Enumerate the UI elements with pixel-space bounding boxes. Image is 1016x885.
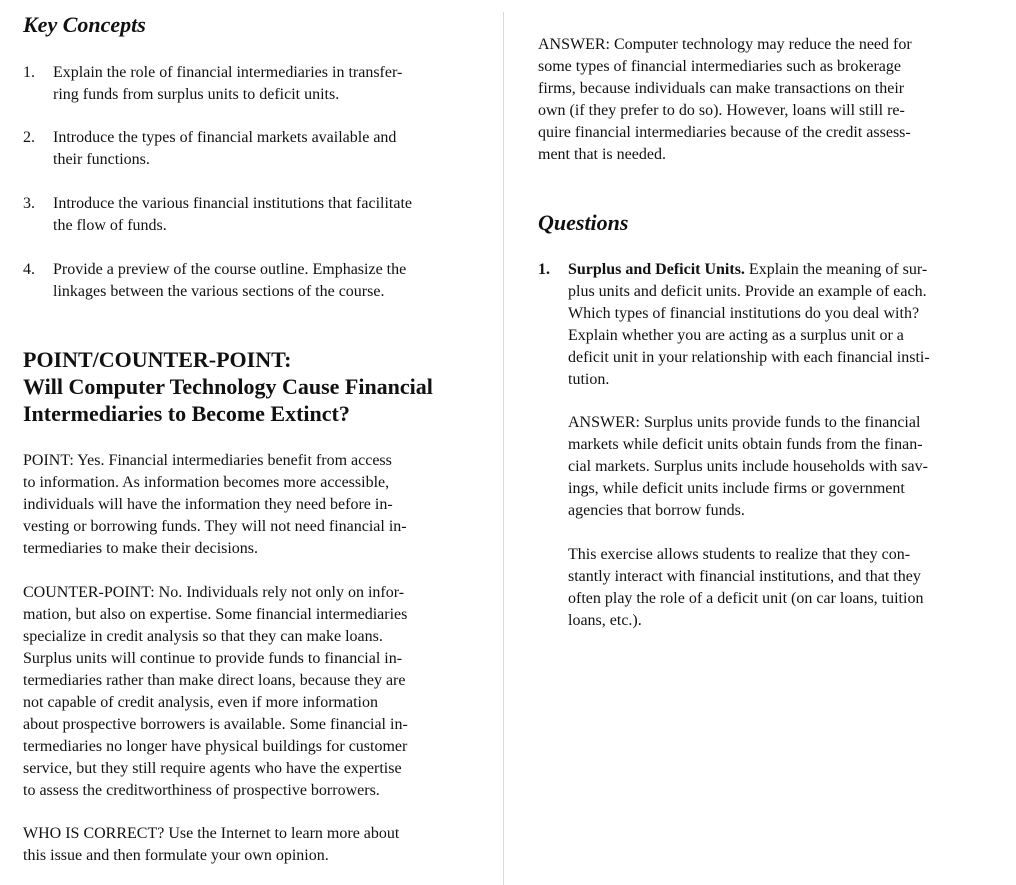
text-line: Introduce the various financial institutions that facilitate <box>53 195 412 212</box>
who-is-correct-paragraph <box>23 823 399 867</box>
text-line: loans, etc.). <box>568 612 642 629</box>
concept-number: 4. <box>23 261 35 278</box>
text-line: their functions. <box>53 151 150 168</box>
text-line: about prospective borrowers is available. Some financial in- <box>23 716 408 733</box>
text-line: This exercise allows students to realize that they con- <box>568 546 911 563</box>
text-line: WHO IS CORRECT? Use the Internet to learn more about <box>23 825 400 842</box>
text-line <box>568 259 993 281</box>
text-line: stantly interact with financial institutions, and that they <box>568 568 921 585</box>
concept-number: 3. <box>23 195 35 212</box>
text-line: Provide a preview of the course outline. Emphasize the <box>53 261 407 278</box>
text-line: ANSWER: Computer technology may reduce the need for <box>538 36 912 53</box>
text-line: Surplus units will continue to provide funds to financial in- <box>23 650 403 667</box>
text-line: markets while deficit units obtain funds from the finan- <box>568 436 923 453</box>
text-line: cial markets. Surplus units include households with sav- <box>568 458 928 475</box>
column-divider <box>503 12 504 885</box>
text-line: ANSWER: Surplus units provide funds to the financial <box>568 414 921 431</box>
text-line: COUNTER-POINT: No. Individuals rely not only on infor- <box>23 584 405 601</box>
question-text-start: Explain the meaning of sur- <box>744 261 928 278</box>
text-line: Which types of financial institutions do you deal with? <box>568 305 920 322</box>
text-line: the flow of funds. <box>53 217 167 234</box>
text-line: often play the role of a deficit unit (on car loans, tuition <box>568 590 924 607</box>
text-line: POINT: Yes. Financial intermediaries benefit from access <box>23 452 392 469</box>
title-line: POINT/COUNTER-POINT: <box>23 347 292 372</box>
text-line: quire financial intermediaries because of the credit assess- <box>538 124 911 141</box>
text-line: termediaries to make their decisions. <box>23 540 259 557</box>
text-line: mation, but also on expertise. Some financial intermediaries <box>23 606 408 623</box>
point-counterpoint-title <box>23 346 433 427</box>
text-line: plus units and deficit units. Provide an example of each. <box>568 283 927 300</box>
concept-number: 2. <box>23 129 35 146</box>
question-1-exercise-note <box>568 544 923 632</box>
concept-item <box>53 193 412 237</box>
text-line: not capable of credit analysis, even if more information <box>23 694 378 711</box>
title-line: Intermediaries to Become Extinct? <box>23 401 350 426</box>
text-line: specialize in credit analysis so that they can make loans. <box>23 628 383 645</box>
text-line: individuals will have the information they need before in- <box>23 496 393 513</box>
text-line: linkages between the various sections of the course. <box>53 283 385 300</box>
pcp-answer-paragraph <box>538 34 912 166</box>
text-line: to information. As information becomes more accessible, <box>23 474 390 491</box>
question-1-answer <box>568 412 928 522</box>
text-line: Explain the role of financial intermediaries in transfer- <box>53 64 403 81</box>
point-paragraph <box>23 450 407 560</box>
title-line: Will Computer Technology Cause Financial <box>23 374 433 399</box>
text-line: agencies that borrow funds. <box>568 502 745 519</box>
text-line: own (if they prefer to do so). However, loans will still re- <box>538 102 905 119</box>
text-line: tution. <box>568 371 610 388</box>
concept-item <box>53 62 402 106</box>
text-line: ings, while deficit units include firms or government <box>568 480 905 497</box>
text-line: ring funds from surplus units to deficit units. <box>53 86 340 103</box>
question-number: 1. <box>538 261 550 278</box>
question-title: Surplus and Deficit Units. <box>568 261 745 278</box>
concept-item <box>53 259 406 303</box>
key-concepts-heading: Key Concepts <box>23 12 146 37</box>
text-line: Explain whether you are acting as a surplus unit or a <box>568 327 904 344</box>
text-line: to assess the creditworthiness of prospective borrowers. <box>23 782 380 799</box>
text-line: service, but they still require agents who have the expertise <box>23 760 402 777</box>
text-line: firms, because individuals can make transactions on their <box>538 80 905 97</box>
concept-item <box>53 127 396 171</box>
question-1 <box>568 259 993 391</box>
questions-heading: Questions <box>538 210 629 235</box>
text-line: deficit unit in your relationship with each financial insti- <box>568 349 930 366</box>
text-line: Introduce the types of financial markets available and <box>53 129 397 146</box>
text-line: this issue and then formulate your own opinion. <box>23 847 329 864</box>
concept-number: 1. <box>23 64 35 81</box>
text-line: vesting or borrowing funds. They will not need financial in- <box>23 518 407 535</box>
text-line: termediaries rather than make direct loans, because they are <box>23 672 406 689</box>
text-line: termediaries no longer have physical buildings for customer <box>23 738 408 755</box>
text-line: some types of financial intermediaries such as brokerage <box>538 58 901 75</box>
counter-point-paragraph <box>23 582 408 802</box>
text-line: ment that is needed. <box>538 146 666 163</box>
